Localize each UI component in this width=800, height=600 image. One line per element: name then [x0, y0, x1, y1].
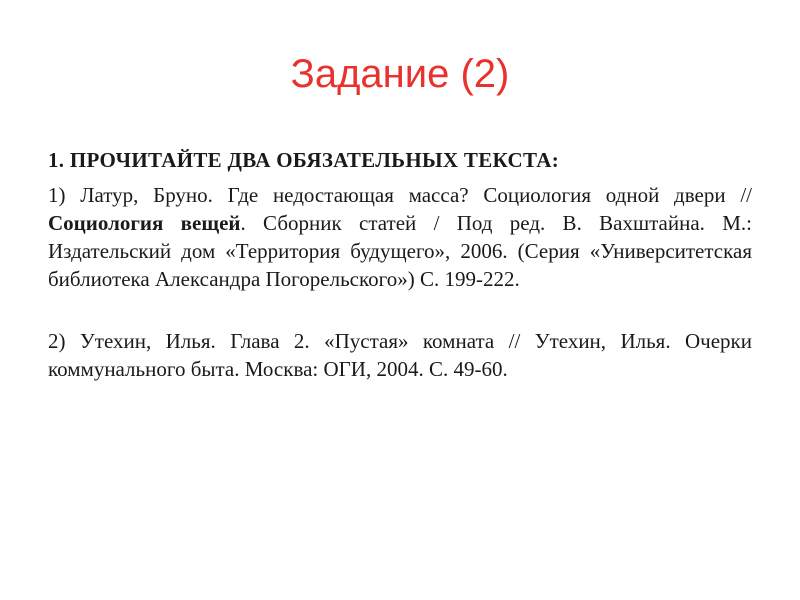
- reading-item-2: 2) Утехин, Илья. Глава 2. «Пустая» комната // Утехин, Илья. Очерки коммунального быта. Москва: ОГИ, 2004. С. 49-60.: [48, 329, 752, 381]
- reading-item-1-text-start: 1) Латур, Бруно. Где недостающая масса? Социология одной двери //: [48, 183, 752, 207]
- slide-body: [48, 146, 752, 383]
- reading-item-1-text-end: . Сборник статей / Под ред. В. Вахштайна. М.: Издательский дом «Территория будущего», 2006. (Серия «Университетская библиотека Александра Погорельского») С. 199-222.: [48, 211, 752, 291]
- reading-assignment-heading: 1. ПРОЧИТАЙТЕ ДВА ОБЯЗАТЕЛЬНЫХ ТЕКСТА:: [48, 148, 560, 172]
- reading-item-1: [48, 181, 752, 293]
- slide-title: Задание (2): [290, 52, 510, 96]
- reading-item-1-book-title: Социология вещей: [48, 211, 241, 235]
